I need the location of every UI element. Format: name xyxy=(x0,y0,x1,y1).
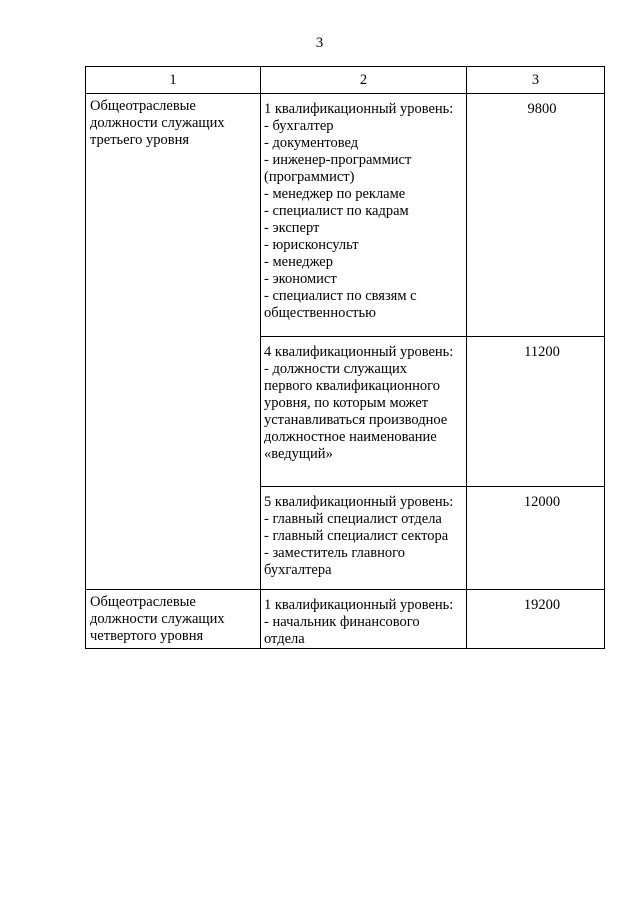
group-name-line: Общеотраслевые xyxy=(90,594,196,610)
position-item: - специалист по кадрам xyxy=(264,203,409,219)
position-item: бухгалтера xyxy=(264,562,332,578)
position-item: - начальник финансового xyxy=(264,614,420,630)
qualification-level-title: 4 квалификационный уровень: xyxy=(264,344,454,360)
group-name-cell xyxy=(86,94,261,590)
qualification-level-title: 1 квалификационный уровень: xyxy=(264,101,454,117)
position-item: «ведущий» xyxy=(264,446,333,462)
page-number: 3 xyxy=(315,35,324,51)
position-item: должностное наименование xyxy=(264,429,437,445)
position-item: - должности служащих xyxy=(264,361,408,377)
position-item: - заместитель главного xyxy=(264,545,405,561)
position-item: - документовед xyxy=(264,135,359,151)
position-item: отдела xyxy=(264,631,305,647)
column-header-2: 2 xyxy=(261,67,467,94)
table-row xyxy=(86,94,605,337)
position-item: - менеджер xyxy=(264,254,333,270)
amount-cell xyxy=(467,487,605,590)
amount-cell xyxy=(467,337,605,487)
qualification-level-title: 1 квалификационный уровень: xyxy=(264,597,454,613)
position-item: уровня, по которым может xyxy=(264,395,429,411)
position-item: - юрисконсульт xyxy=(264,237,359,253)
position-item: первого квалификационного xyxy=(264,378,440,394)
position-item: - главный специалист сектора xyxy=(264,528,449,544)
qualification-level-cell xyxy=(261,337,467,487)
position-item: - менеджер по рекламе xyxy=(264,186,406,202)
qualification-level-cell xyxy=(261,94,467,337)
group-name-line: должности служащих xyxy=(90,611,225,627)
group-name-line: четвертого уровня xyxy=(90,628,204,644)
group-name-cell xyxy=(86,590,261,649)
column-header-1: 1 xyxy=(86,67,261,94)
amount-cell xyxy=(467,590,605,649)
position-item: - экономист xyxy=(264,271,337,287)
amount-cell xyxy=(467,94,605,337)
qualification-level-title: 5 квалификационный уровень: xyxy=(264,494,454,510)
amount-value: 11200 xyxy=(524,344,560,360)
qualification-level-cell xyxy=(261,590,467,649)
position-item: - эксперт xyxy=(264,220,320,236)
table-row xyxy=(86,590,605,649)
position-item: (программист) xyxy=(264,169,355,185)
position-item: - специалист по связям с xyxy=(264,288,417,304)
salary-table xyxy=(85,66,605,649)
amount-value: 19200 xyxy=(523,597,561,613)
qualification-level-cell xyxy=(261,487,467,590)
group-name-line: должности служащих xyxy=(90,115,225,131)
group-name-line: Общеотраслевые xyxy=(90,98,196,114)
amount-value: 12000 xyxy=(523,494,561,510)
position-item: - бухгалтер xyxy=(264,118,334,134)
position-item: - инженер-программист xyxy=(264,152,412,168)
group-name-line: третьего уровня xyxy=(90,132,190,148)
column-header-3: 3 xyxy=(467,67,605,94)
amount-value: 9800 xyxy=(527,101,557,117)
position-item: устанавливаться производное xyxy=(264,412,448,428)
position-item: - главный специалист отдела xyxy=(264,511,442,527)
position-item: общественностью xyxy=(264,305,376,321)
table-header-row xyxy=(86,67,605,94)
